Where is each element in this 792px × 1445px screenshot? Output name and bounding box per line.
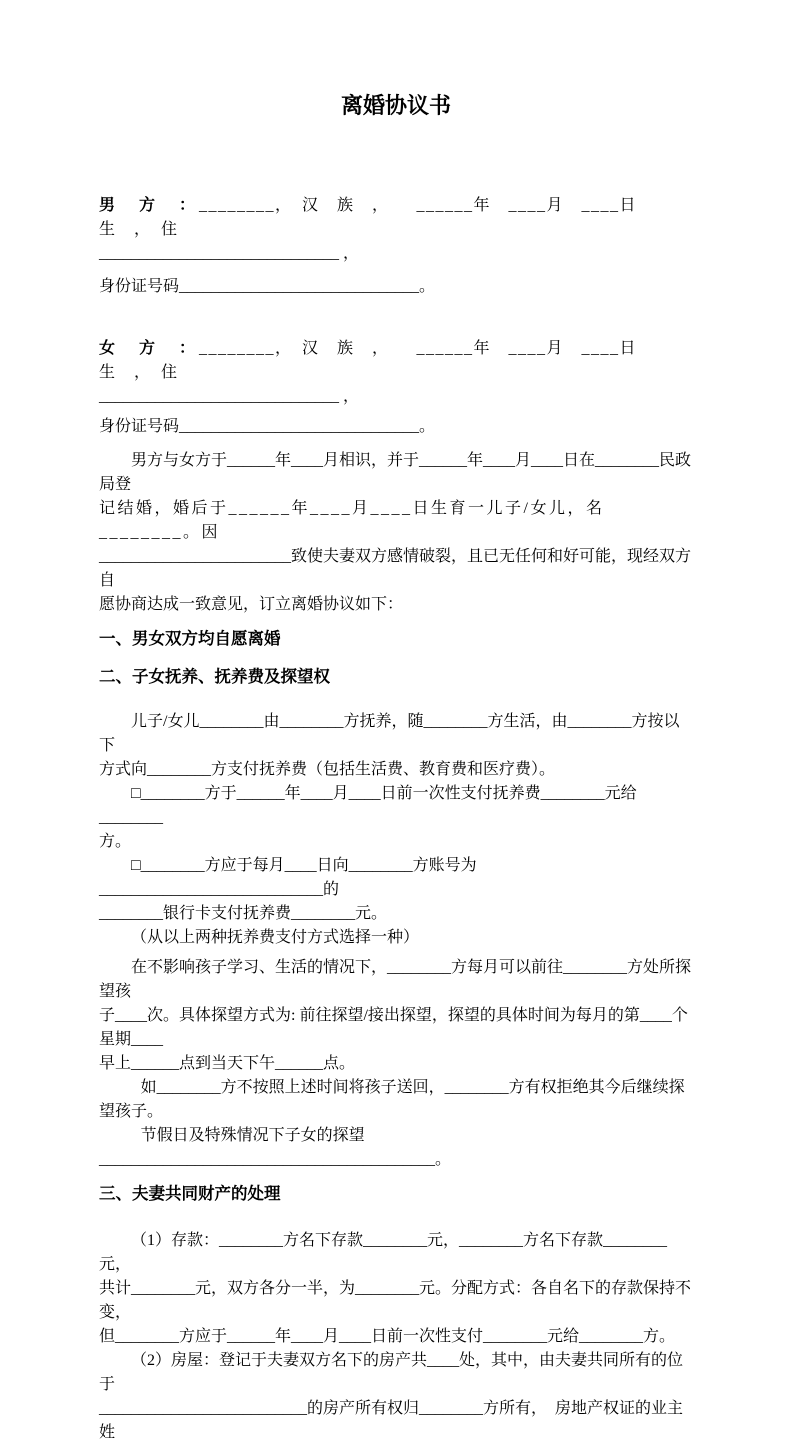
visitation-line4: 如________方不按照上述时间将孩子送回，________方有权拒绝其今后继续探望孩子。: [99, 1079, 685, 1120]
intro-line2: 记结婚，婚后于______年____月____日生育一儿子/女儿，名________。因: [99, 500, 605, 541]
document-title: 离婚协议书: [340, 93, 451, 118]
visitation-line1: 在不影响孩子学习、生活的情况下，________方每月可以前往________方处所探望孩: [99, 959, 692, 1000]
custody-line6: ________银行卡支付抚养费________元。: [99, 905, 388, 922]
male-party-label: 男 方 ：: [99, 197, 200, 214]
intro-paragraph: [99, 449, 693, 617]
female-party-line1: [99, 337, 693, 385]
male-party-line1: [99, 194, 693, 242]
male-id-line: 身份证号码______________________________。: [99, 278, 436, 295]
property-house-line1: （2）房屋：登记于夫妻双方名下的房产共____处，其中，由夫妻共同所有的位于: [99, 1352, 684, 1393]
support-lumpsum-option-text: ________方于______年____月____日前一次性支付抚养费________元给________: [99, 785, 637, 826]
property-house-line2: __________________________的房产所有权归________方所有， 房地产权证的业主姓: [99, 1400, 684, 1441]
custody-paragraph: [99, 710, 693, 950]
intro-line4: 愿协商达成一致意见，订立离婚协议如下：: [99, 596, 404, 613]
custody-line4: 方。: [99, 833, 132, 850]
custody-line2: 方式向________方支付抚养费（包括生活费、教育费和医疗费）。: [99, 761, 556, 778]
property-deposit-line2: 共计________元，双方各分一半，为________元。分配方式：各自名下的存款保持不变，: [99, 1280, 692, 1321]
female-party-label: 女 方 ：: [99, 340, 200, 357]
support-monthly-option-line: [99, 854, 693, 902]
female-id-line: 身份证号码______________________________。: [99, 418, 436, 435]
visitation-paragraph: [99, 956, 693, 1172]
visitation-line3: 早上______点到当天下午______点。: [99, 1055, 356, 1072]
support-monthly-option-text: ________方应于每月____日向________方账号为____________________________的: [99, 857, 477, 898]
female-address-blank-line: ______________________________ ，: [99, 388, 360, 405]
female-party-paragraph: [99, 337, 693, 409]
intro-line1: 男方与女方于______年____月相识，并于______年____月____日在________民政局登: [99, 452, 692, 493]
intro-line3: ________________________致使夫妻双方感情破裂，且已无任何和好可能，现经双方自: [99, 548, 692, 589]
support-lumpsum-option-line: [99, 782, 693, 830]
checkbox-icon: □: [131, 785, 141, 802]
visitation-line5: 节假日及特殊情况下子女的探望__________________________________________。: [99, 1127, 452, 1168]
section-heading-1: 一、男女双方均自愿离婚: [99, 630, 281, 648]
property-deposit-line3: 但________方应于______年____月____日前一次性支付________元给________方。: [99, 1328, 676, 1345]
male-party-paragraph: [99, 194, 693, 266]
custody-line1: 儿子/女儿________由________方抚养，随________方生活，由________方按以下: [99, 713, 680, 754]
section-heading-2: 二、子女抚养、抚养费及探望权: [99, 668, 330, 686]
male-address-blank-line: ______________________________ ，: [99, 245, 360, 262]
checkbox-icon: □: [131, 857, 141, 874]
property-deposit-line1: （1）存款：________方名下存款________元，________方名下存款________元，: [99, 1232, 668, 1273]
section-heading-3: 三、夫妻共同财产的处理: [99, 1185, 281, 1203]
visitation-line2: 子____次。具体探望方式为: 前往探望/接出探望，探望的具体时间为每月的第____个星期____: [99, 1007, 688, 1048]
document-page: [0, 92, 792, 1441]
male-party-details: ________， 汉 族 ， ______年 ____月 ____日 生 ， 住: [99, 197, 655, 238]
custody-note-line: （从以上两种抚养费支付方式选择一种）: [131, 929, 420, 946]
female-party-details: ________， 汉 族 ， ______年 ____月 ____日 生 ， 住: [99, 340, 655, 381]
property-paragraph: [99, 1229, 693, 1445]
